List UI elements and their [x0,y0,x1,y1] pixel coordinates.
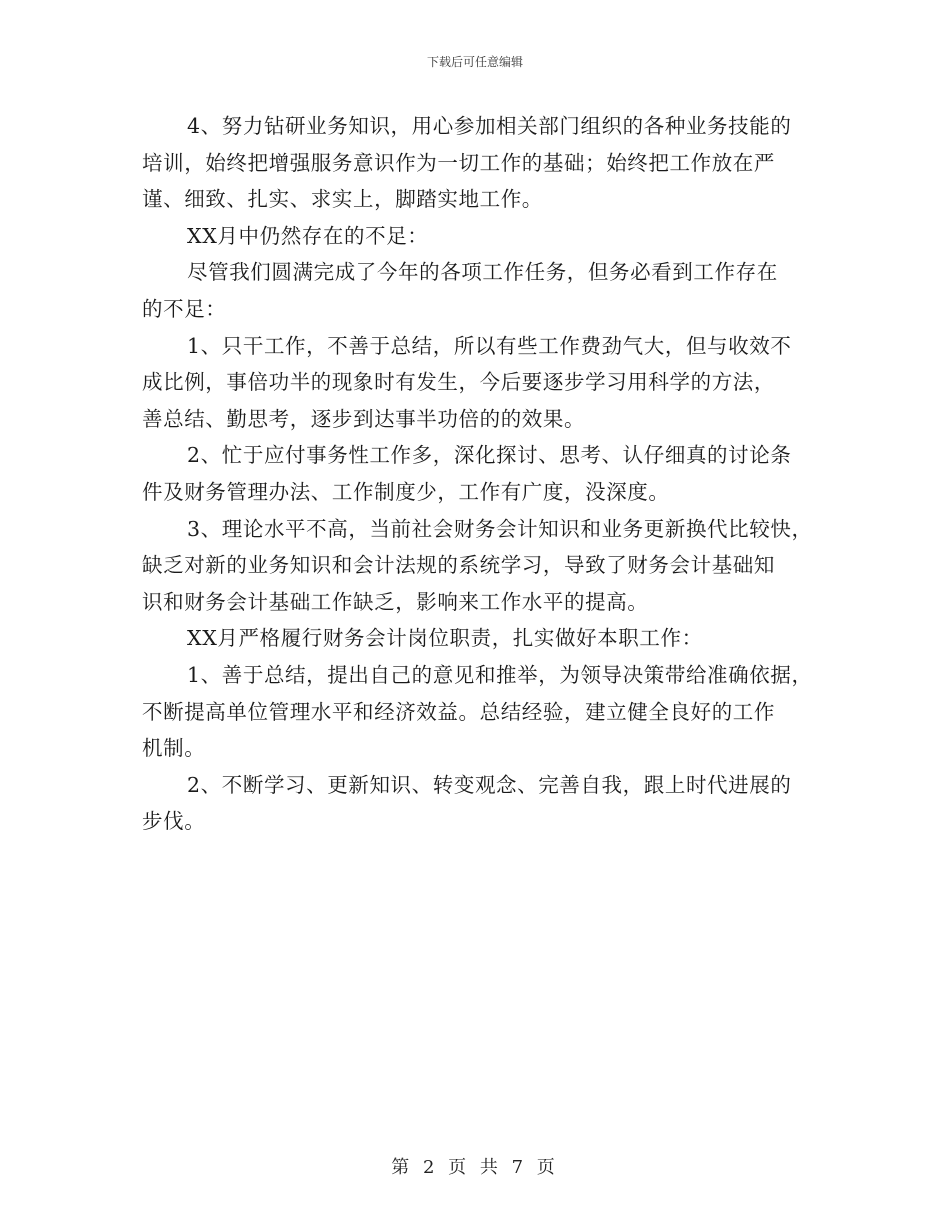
text-line: 识和财务会计基础工作缺乏，影响来工作水平的提高。 [142,589,649,614]
text-line: 培训，始终把增强服务意识作为一切工作的基础；始终把工作放在严 [142,150,775,175]
text-line: 成比例，事倍功半的现象时有发生，今后要逐步学习用科学的方法， [142,370,775,395]
text-line: XX月严格履行财务会计岗位职责，扎实做好本职工作： [187,626,703,651]
text-line: 步伐。 [142,809,206,834]
text-line: 1、只干工作，不善于总结，所以有些工作费劲气大，但与收效不 [187,333,792,358]
text-line: XX月中仍然存在的不足： [187,223,429,248]
text-line: 谨、细致、扎实、求实上，脚踏实地工作。 [142,187,543,212]
text-line: 2、不断学习、更新知识、转变观念、完善自我，跟上时代进展的 [187,772,792,797]
text-line: 的不足： [142,296,227,321]
page-number-footer: 第 2 页 共 7 页 [391,1157,559,1178]
text-line: 尽管我们圆满完成了今年的各项工作任务，但务必看到工作存在 [187,260,778,285]
text-line: 机制。 [142,736,206,761]
text-line: 3、理论水平不高，当前社会财务会计知识和业务更新换代比较快， [187,516,813,541]
document-body [142,108,832,840]
page-header: 下载后可任意编辑 [426,55,523,69]
text-line: 1、善于总结，提出自己的意见和推举，为领导决策带给准确依据， [187,662,813,687]
text-line: 缺乏对新的业务知识和会计法规的系统学习，导致了财务会计基础知 [142,553,775,578]
text-line: 不断提高单位管理水平和经济效益。总结经验，建立健全良好的工作 [142,699,775,724]
text-line: 4、努力钻研业务知识，用心参加相关部门组织的各种业务技能的 [187,114,792,138]
text-line: 2、忙于应付事务性工作多，深化探讨、思考、认仔细真的讨论条 [187,443,792,468]
text-line: 善总结、勤思考，逐步到达事半功倍的的效果。 [142,406,586,431]
text-line: 件及财务管理办法、工作制度少，工作有广度，没深度。 [142,479,670,504]
